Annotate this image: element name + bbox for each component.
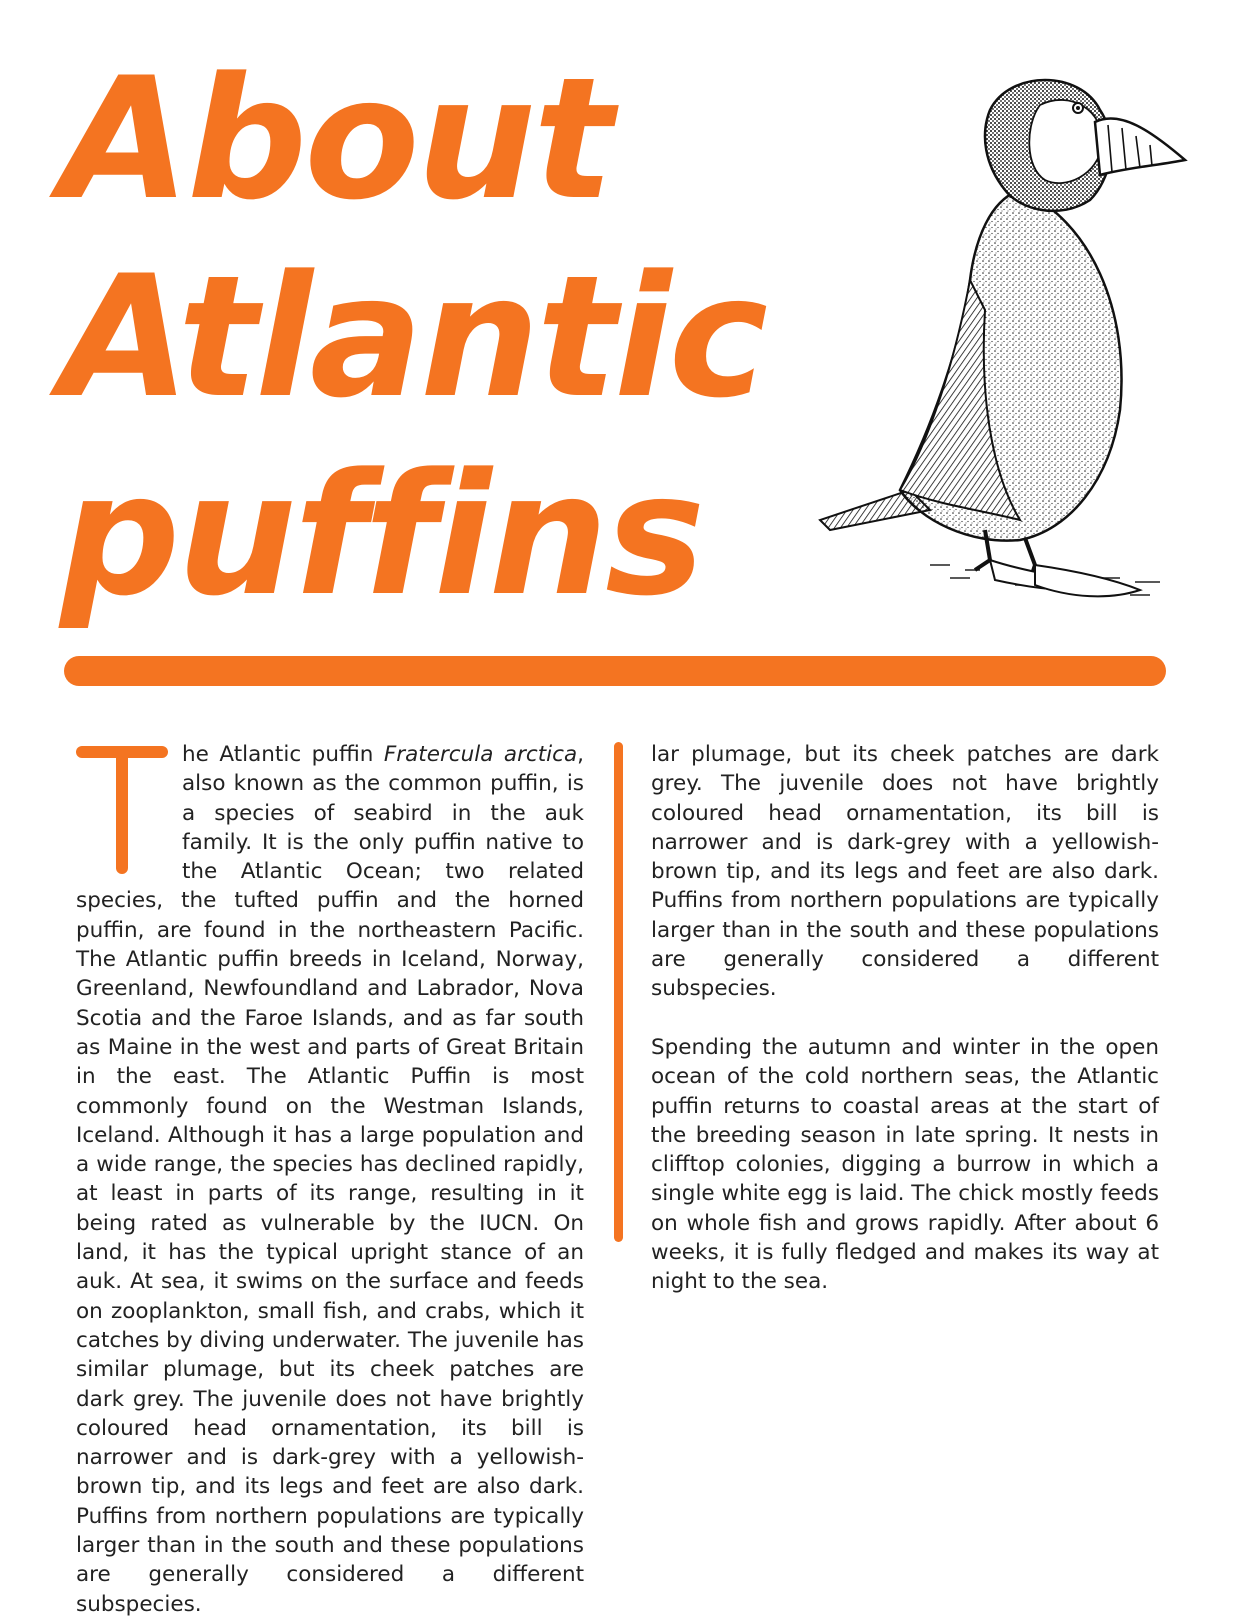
drop-cap-glyph [76,744,180,876]
column-divider [614,742,623,1242]
article-paragraph-1-continued: lar plumage, but its cheek patches are dark grey. The juvenile does not have brightly coloured head ornamentation, its bill is narrower and is dark-grey with a yellowish-brown tip, and its legs and feet are also dark. Puffins from northern populations are typically larger than in the south and these populations are generally considered a different subspecies. [651,742,1159,1002]
drop-cap [76,744,180,876]
article-column-right [651,740,1159,1297]
title-divider-bar [64,656,1166,686]
puffin-illustration [790,50,1190,610]
article-text-intro: he Atlantic puffin [182,742,384,767]
article-column-left [76,740,584,1619]
article-paragraph-2: Spending the autumn and winter in the open ocean of the cold northern seas, the Atlantic puffin returns to coastal areas at the start of the breeding season in late spring. It nests in clifftop colonies, digging a burrow in which a single white egg is laid. The chick mostly feeds on whole fish and grows rapidly. After about 6 weeks, it is fully fledged and makes its way at night to the sea. [651,1034,1159,1295]
article-text-body: , also known as the common puffin, is a species of seabird in the auk family. It is the only puffin native to the Atlantic Ocean; two related species, the tufted puffin and the horned puffin, are found in the northeastern Pacific. The Atlantic puffin breeds in Iceland, Norway, Greenland, Newfoundland and Labrador, Nova Scotia and the Faroe Islands, and as far south as Maine in the west and parts of Great Britain in the east. The Atlantic Puffin is most commonly found on the Westman Islands, Iceland. Although it has a large population and a wide range, the species has declined rapidly, at least in parts of its range, resulting in it being rated as vulnerable by the IUCN. On land, it has the typical upright stance of an auk. At sea, it swims on the surface and feeds on zooplankton, small fish, and crabs, which it catches by diving underwater. The juvenile has similar plumage, but its cheek patches are dark grey. The juvenile does not have brightly coloured head ornamentation, its bill is narrower and is dark-grey with a yellowish-brown tip, and its legs and feet are also dark. Puffins from northern populations are typically larger than in the south and these populations are generally considered a different subspecies. [76,742,584,1617]
species-name: Fratercula arctica [383,742,578,767]
title-line-2: Atlantic [60,239,766,435]
article-paragraph-1 [76,740,584,1619]
title-line-3: puffins [60,437,703,633]
title-line-1: About [60,41,611,237]
page-title [60,40,820,634]
